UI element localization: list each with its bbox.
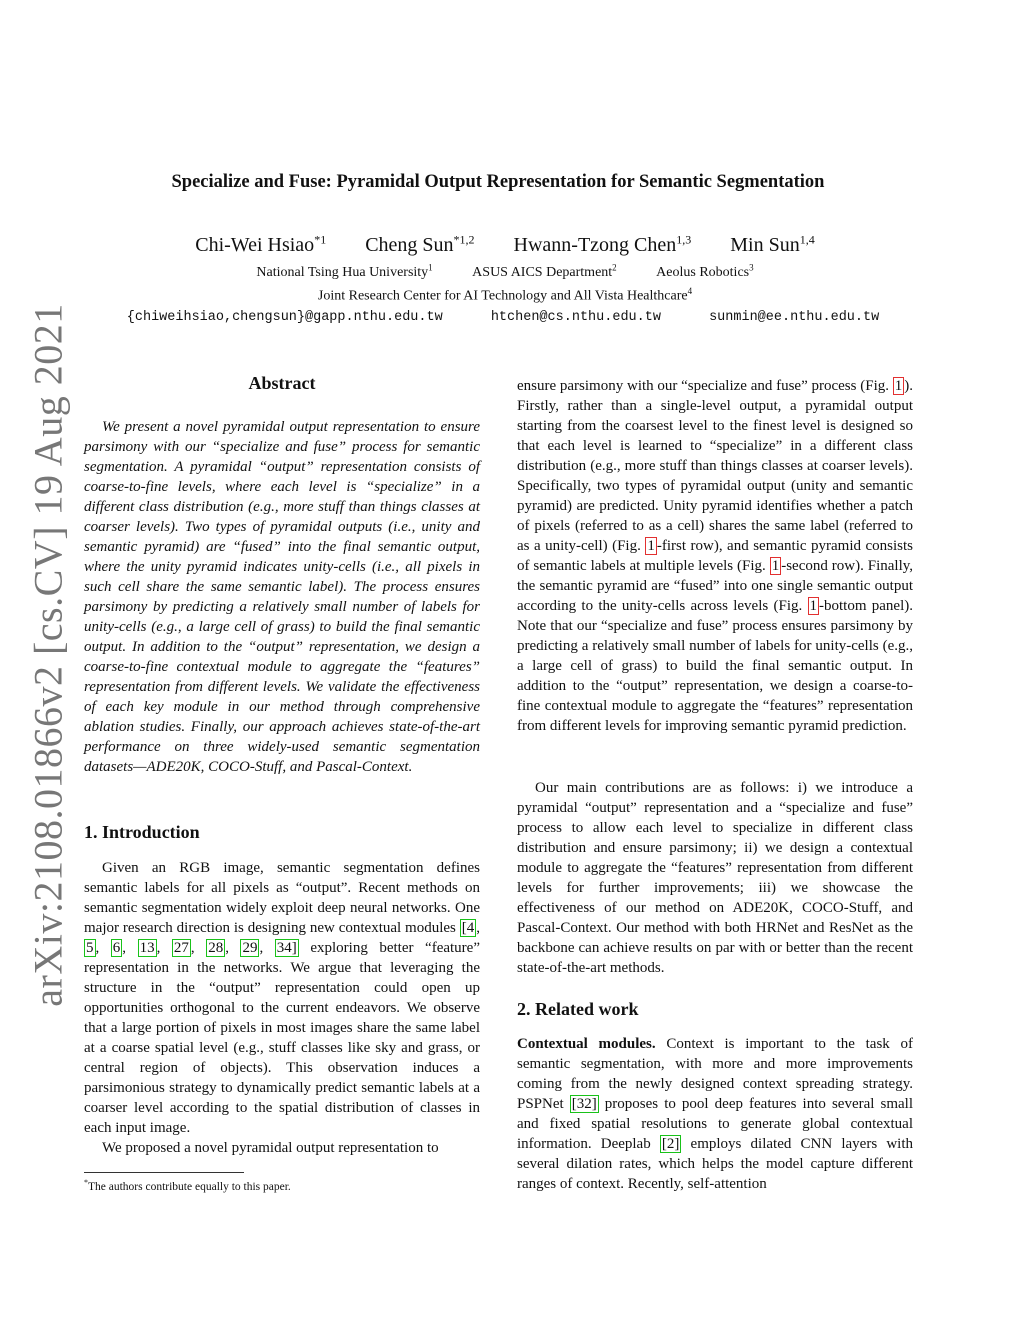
introduction-heading: 1. Introduction	[84, 822, 200, 842]
author-emails	[0, 310, 1006, 325]
citation-link[interactable]: 6	[112, 940, 121, 956]
citation-link[interactable]: 27	[173, 940, 189, 956]
abstract-text: We present a novel pyramidal output representation to ensure parsimony with our “specialize and fuse” process for semantic segmentation. A pyramidal “output” representation consists of coarse-to-fine levels, where each level is “specialize” in a different class distribution (e.g., more stuff than things classes at coarser levels). Two types of pyramidal outputs (i.e., unity and semantic pyramid) are “fused” into the final semantic output, where the unity pyramid indicates unity-cells (i.e., all pixels in such cell share the same semantic label). The process ensures parsimony by predicting a relatively small number of labels for unity-cells (e.g., a large cell of grass) to build the final semantic output. In addition to the “output” representation, we design a coarse-to-fine contextual module to aggregate the “features” representation from different levels. We validate the effectiveness of each key module in our method through comprehensive ablation studies. Finally, our approach achieves state-of-the-art performance on three widely-used semantic segmentation datasets—ADE20K, COCO-Stuff, and Pascal-Context.	[84, 419, 480, 775]
citation-link[interactable]: 13	[139, 940, 155, 956]
citation-link[interactable]: 28	[208, 940, 224, 956]
author-4: Min Sun$^{1,4}$	[730, 232, 815, 256]
introduction-paragraph-2: We proposed a novel pyramidal output representation to	[102, 1140, 439, 1156]
email-2: htchen@cs.nthu.edu.tw	[490, 310, 661, 325]
figure-link[interactable]: 1	[647, 538, 655, 554]
author-3: Hwann-Tzong Chen$^{1,3}$	[513, 232, 692, 256]
email-3: sunmin@ee.nthu.edu.tw	[709, 310, 880, 325]
figure-link[interactable]: 1	[894, 378, 903, 394]
right-column-paragraph-1: ensure parsimony with our “specialize and fuse” process (Fig. 1 ). Firstly, rather than a single-level output, a pyramidal output starting from the coarsest level to the finest level is designed so that each level is learned to “specialize” in a different class distribution (e.g., more stuff than things classes at coarser levels). Specifically, two types of pyramidal output (unity and semantic pyramid) are predicted. Unity pyramid identifies whether a patch of pixels (referred to as a cell) shares the same label (referred to as a unity-cell) (Fig. 1 -first row), and semantic pyramid consists of semantic labels at multiple levels (Fig. 1 -second row). Finally, the semantic pyramid are “fused” into one single semantic output according to the unity-cells across levels (Fig. 1 -bottom panel). Note that our “specialize and fuse” process ensures parsimony by predicting a relatively small number of labels for unity-cells (e.g., a large cell of grass) to build the final semantic output. In addition to the “output” representation, we design a coarse-to-fine contextual module to aggregate the “features” representation from different levels for improving semantic pyramid prediction.	[517, 378, 914, 734]
footnote: *The authors contribute equally to this paper.	[84, 1178, 291, 1193]
related-work-heading: 2. Related work	[517, 999, 639, 1019]
figure-link[interactable]: 1	[809, 598, 817, 614]
author-list	[0, 232, 1010, 257]
citation-link[interactable]: 29	[242, 940, 258, 956]
footnote-rule	[84, 1172, 244, 1173]
affiliations-line-1	[0, 262, 1010, 281]
affiliation-2: ASUS AICS Department$^2$	[472, 262, 617, 280]
contextual-modules-label: Contextual modules.	[517, 1036, 656, 1052]
figure-link[interactable]: 1	[771, 558, 780, 574]
citation-link[interactable]: 34]	[276, 940, 297, 956]
arxiv-identifier: arXiv:2108.01866v2 [cs.CV] 19 Aug 2021	[25, 303, 71, 1007]
affiliation-3: Aeolus Robotics$^3$	[656, 262, 754, 280]
contributions-paragraph: Our main contributions are as follows: i) we introduce a pyramidal “output” representation and a “specialize and fuse” process to allow each level to specialize in different class distribution and ensure parsimony; ii) we design a contextual module to aggregate the “features” representation from different levels for further improvements; iii) we showcase the effectiveness of our method on ADE20K, COCO-Stuff, and Pascal-Context. Our method with both HRNet and ResNet as the backbone can achieve results on par with or better than the recent state-of-the-art methods.	[517, 780, 913, 976]
introduction-paragraph-1: Given an RGB image, semantic segmentation defines semantic labels for all pixels as “output”. Recent methods on semantic segmentation widely exploit deep neural networks. One major research direction is designing new contextual modules [4 , 5 , 6 , 13 , 27 , 28 , 29 , 34] exploring better “feature” representation in the networks. We argue that leveraging the structure in the “output” representation could open up opportunities orthogonal to the current endeavors. We observe that a large portion of pixels in most images share the same label at a coarse spatial level (e.g., stuff classes like sky and grass, or central region of objects). This observation induces a parsimonious strategy to dynamically predict semantic labels at a coarser level according to the spatial distribution of classes in each input image.	[84, 860, 480, 1136]
author-2: Cheng Sun$^{*1,2}$	[365, 232, 475, 256]
author-1: Chi-Wei Hsiao$^{*1}$	[195, 232, 327, 256]
contextual-modules-paragraph: Contextual modules. Context is important to the task of semantic segmentation, with more and more improvements coming from the newly designed context spreading strategy. PSPNet [32] proposes to pool deep features into several small and fixed spatial resolutions to generate global contextual information. Deeplab [2] employs dilated CNN layers with several dilation rates, which helps the model capture different ranges of context. Recently, self-attention	[517, 1036, 913, 1192]
citation-link[interactable]: 5	[86, 940, 94, 956]
paper-title: Specialize and Fuse: Pyramidal Output Representation for Semantic Segmentation	[171, 172, 825, 192]
citation-link[interactable]: [2]	[661, 1136, 680, 1152]
citation-link[interactable]: [4	[461, 920, 475, 936]
affiliation-1: National Tsing Hua University$^1$	[256, 262, 433, 280]
abstract-heading: Abstract	[248, 373, 316, 393]
affiliations-line-2: Joint Research Center for AI Technology and All Vista Healthcare$^4$	[317, 286, 693, 304]
email-1: {chiweihsiao,chengsun}@gapp.nthu.edu.tw	[126, 310, 443, 325]
citation-link[interactable]: [32]	[571, 1096, 597, 1112]
